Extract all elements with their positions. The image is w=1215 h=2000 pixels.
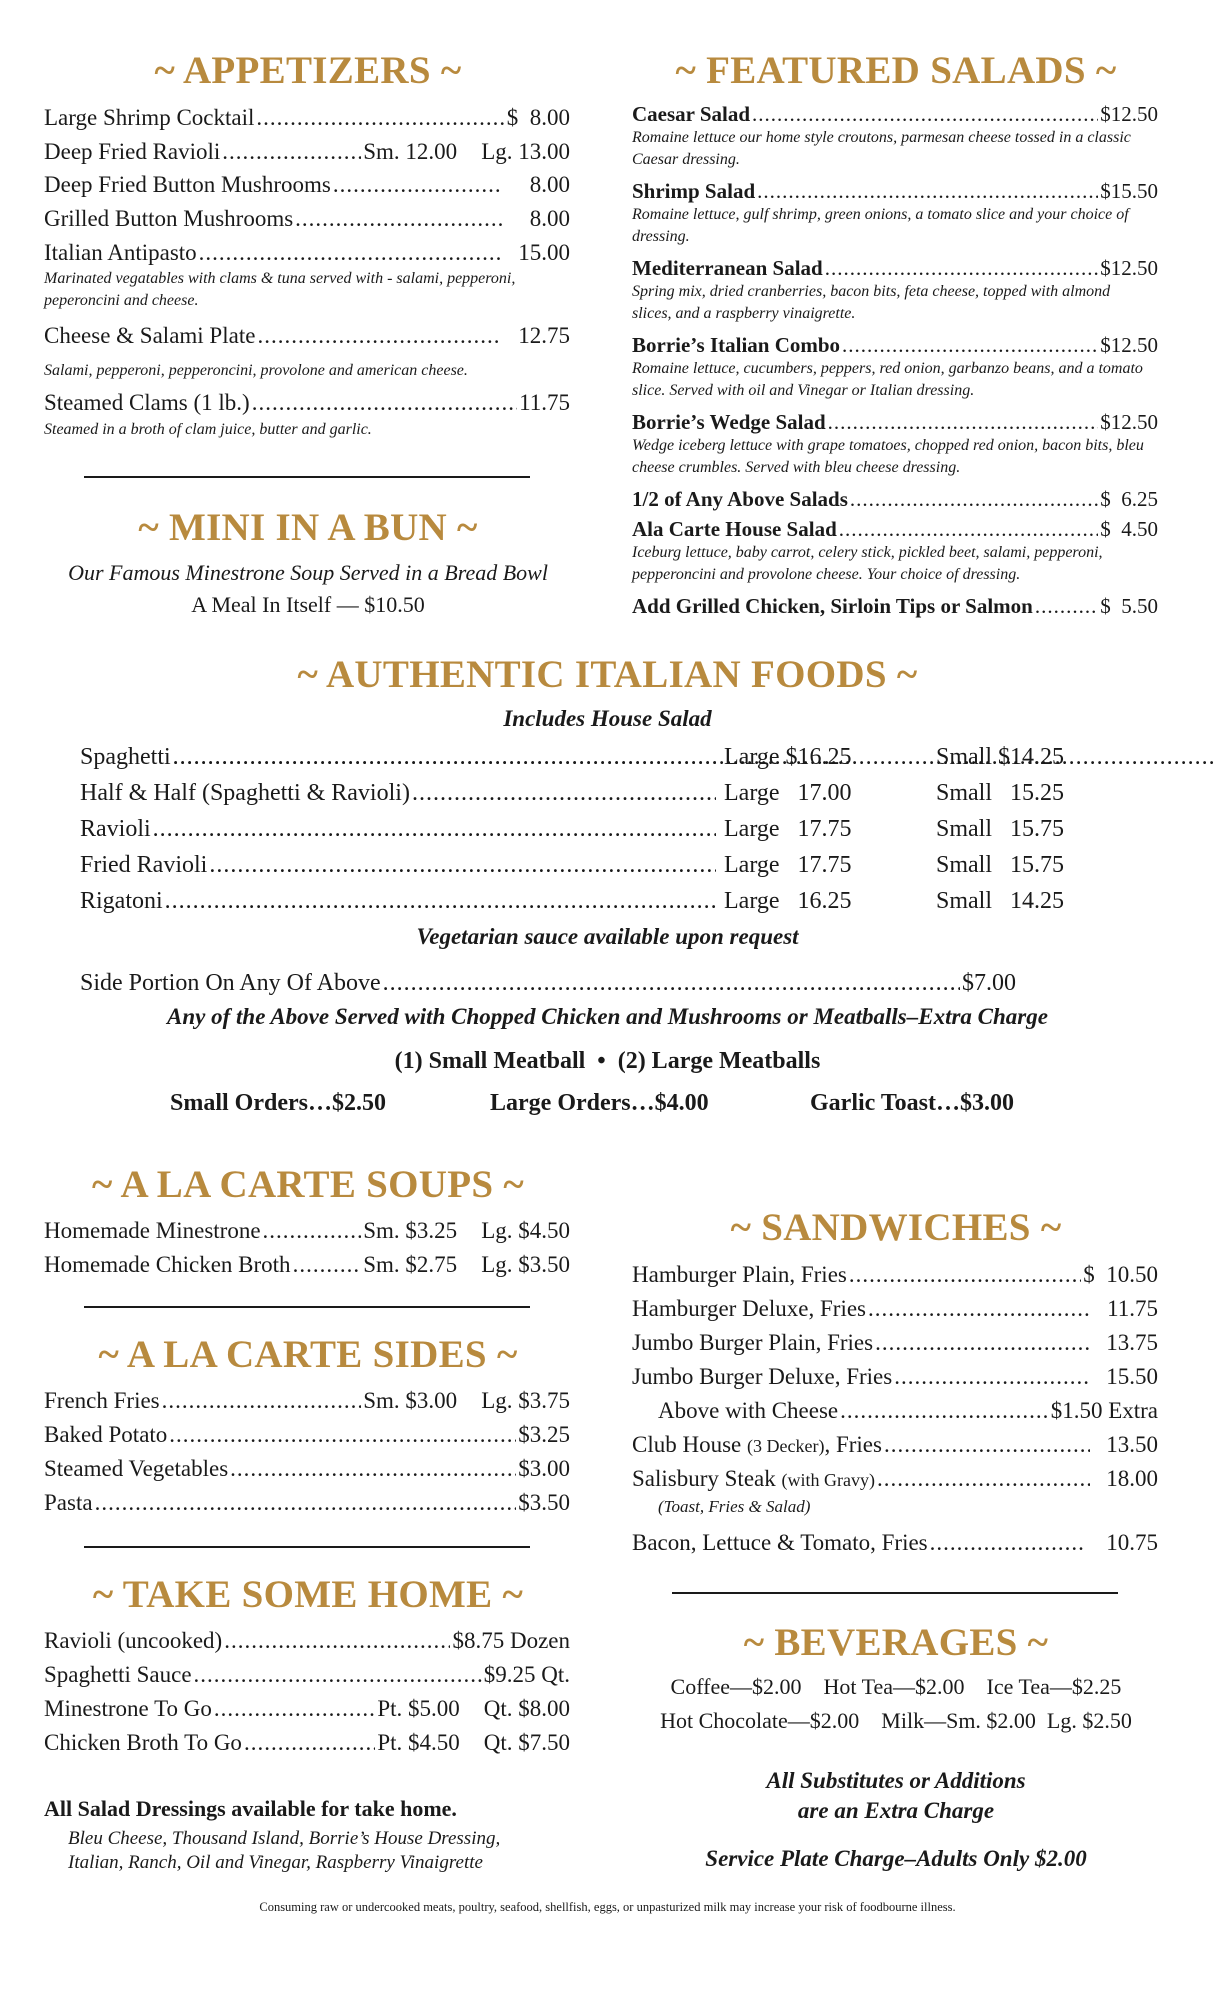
item-name: Steamed Clams (1 lb.) <box>44 390 250 415</box>
substitutes-note: are an Extra Charge <box>797 1798 995 1823</box>
takehome-heading: ~ TAKE SOME HOME ~ <box>92 1573 524 1616</box>
menu-item <box>44 238 570 268</box>
mini-description: Our Famous Minestrone Soup Served in a Bread Bowl <box>68 560 548 585</box>
item-name <box>632 1430 882 1461</box>
item-price-2: Lg. $3.75 <box>481 1388 570 1413</box>
item-name: Ravioli (uncooked) <box>44 1628 223 1653</box>
pasta-small-price: Small $14.25 <box>936 744 1065 770</box>
service-charge-note: Service Plate Charge–Adults Only $2.00 <box>705 1846 1087 1871</box>
dressings-list: Italian, Ranch, Oil and Vinegar, Raspberry Vinaigrette <box>68 1852 483 1873</box>
menu-item <box>632 591 1158 621</box>
garlic-toast: Garlic Toast…$3.00 <box>810 1090 1015 1116</box>
menu-item <box>44 321 570 351</box>
item-name: Jumbo Burger Deluxe, Fries <box>632 1364 893 1389</box>
menu-item <box>632 1362 1158 1392</box>
item-name: Spaghetti Sauce <box>44 1662 192 1687</box>
item-name: Italian Antipasto <box>44 240 197 265</box>
item-price: $ 5.50 <box>1100 594 1158 618</box>
item-name: Side Portion On Any Of Above <box>80 970 381 996</box>
item-name: Hamburger Plain, Fries <box>632 1262 847 1287</box>
item-name: Baked Potato <box>44 1422 168 1447</box>
pasta-item <box>80 850 718 880</box>
dressings-list: Bleu Cheese, Thousand Island, Borrie’s House Dressing, <box>68 1828 501 1849</box>
sandwiches-heading: ~ SANDWICHES ~ <box>730 1206 1062 1249</box>
menu-item <box>632 1430 1158 1461</box>
item-price: Sm. 12.00 <box>363 139 458 164</box>
item-price: Sm. $3.25 <box>363 1218 458 1243</box>
pasta-small-price: Small 15.75 <box>936 816 1065 842</box>
item-name: French Fries <box>44 1388 160 1413</box>
item-price: $ 8.00 <box>506 105 570 130</box>
item-description: Romaine lettuce, gulf shrimp, green onions, a tomato slice and your choice of dressing. <box>632 206 1129 245</box>
item-price: $3.25 <box>518 1422 570 1447</box>
pasta-large-price: Large 17.75 <box>724 816 852 842</box>
pasta-large-price: Large 17.75 <box>724 852 852 878</box>
item-description: Steamed in a broth of clam juice, butter and garlic. <box>44 421 372 438</box>
item-name: Minestrone To Go <box>44 1696 212 1721</box>
item-name: Homemade Chicken Broth <box>44 1252 291 1277</box>
item-name: Jumbo Burger Plain, Fries <box>632 1330 874 1355</box>
dressings-title: All Salad Dressings available for take home. <box>44 1796 457 1821</box>
menu-item <box>44 1250 570 1280</box>
menu-item <box>44 204 570 234</box>
soups-heading: ~ A LA CARTE SOUPS ~ <box>91 1163 525 1206</box>
item-price: $15.50 <box>1100 179 1158 203</box>
divider <box>84 1546 530 1548</box>
item-price: $9.25 Qt. <box>483 1662 570 1687</box>
item-price-2: Lg. 13.00 <box>481 139 570 164</box>
item-name: Hamburger Deluxe, Fries <box>632 1296 866 1321</box>
item-description: Wedge iceberg lettuce with grape tomatoes, chopped red onion, bacon bits, bleu cheese crumbles. Served with bleu cheese dressing. <box>632 437 1144 476</box>
italian-heading: ~ AUTHENTIC ITALIAN FOODS ~ <box>297 653 918 696</box>
item-name: Homemade Minestrone <box>44 1218 261 1243</box>
item-price: $ 6.25 <box>1100 487 1158 511</box>
item-name: Spaghetti <box>80 744 171 770</box>
item-price-2: Lg. $4.50 <box>481 1218 570 1243</box>
substitutes-note: All Substitutes or Additions <box>766 1768 1026 1793</box>
item-name: Steamed Vegetables <box>44 1456 229 1481</box>
item-price: 11.75 <box>1107 1296 1158 1321</box>
menu-item <box>44 1694 570 1724</box>
mini-price: A Meal In Itself — $10.50 <box>191 592 425 617</box>
menu-item <box>44 1728 570 1758</box>
item-price: $3.00 <box>518 1456 570 1481</box>
item-price: Sm. $3.00 <box>363 1388 458 1413</box>
pasta-small-price: Small 15.75 <box>936 852 1065 878</box>
item-name: Fried Ravioli <box>80 852 208 878</box>
item-price: 8.00 <box>529 172 570 197</box>
menu-item <box>44 1488 570 1518</box>
pasta-item <box>80 814 718 844</box>
item-description: Salami, pepperoni, pepperoncini, provolone and american cheese. <box>44 362 468 379</box>
menu-item <box>632 253 1158 283</box>
item-name: Shrimp Salad <box>632 179 756 203</box>
item-note: (3 Decker) <box>747 1436 825 1456</box>
menu-item <box>632 1464 1158 1495</box>
menu-item <box>632 484 1158 514</box>
menu-item <box>44 103 570 133</box>
item-price: $ 4.50 <box>1100 517 1158 541</box>
beverages-line: Coffee—$2.00 Hot Tea—$2.00 Ice Tea—$2.25 <box>670 1674 1122 1699</box>
menu-item <box>632 330 1158 360</box>
item-name: Borrie’s Italian Combo <box>632 333 841 357</box>
item-price: 11.75 <box>519 390 570 415</box>
beverages-line: Hot Chocolate—$2.00 Milk—Sm. $2.00 Lg. $2.50 <box>660 1708 1132 1733</box>
pasta-small-price: Small 14.25 <box>936 888 1065 914</box>
item-name: Half & Half (Spaghetti & Ravioli) <box>80 780 410 806</box>
item-name: Deep Fried Button Mushrooms <box>44 172 331 197</box>
item-price: $12.50 <box>1100 333 1158 357</box>
item-price: 15.00 <box>518 240 570 265</box>
menu-item <box>658 1396 1158 1426</box>
item-price: 15.50 <box>1106 1364 1158 1389</box>
menu-item <box>44 1660 570 1690</box>
item-name: Ravioli <box>80 816 151 842</box>
menu-item <box>632 514 1158 544</box>
pasta-large-price: Large 16.25 <box>724 888 852 914</box>
beverages-heading: ~ BEVERAGES ~ <box>743 1621 1049 1664</box>
item-name: Bacon, Lettuce & Tomato, Fries <box>632 1530 928 1555</box>
appetizers-heading: ~ APPETIZERS ~ <box>154 49 462 92</box>
item-price-2: Qt. $8.00 <box>483 1696 570 1721</box>
item-price: 18.00 <box>1106 1466 1158 1491</box>
menu-item <box>632 1260 1158 1290</box>
menu-item <box>44 170 570 200</box>
item-description: (Toast, Fries & Salad) <box>658 1497 811 1516</box>
menu-item <box>632 99 1158 129</box>
item-price: $3.50 <box>518 1490 570 1515</box>
menu-item <box>44 1216 570 1246</box>
pasta-large-price: Large 17.00 <box>724 780 852 806</box>
item-description: Iceburg lettuce, baby carrot, celery stick, pickled beet, salami, pepperoni, pepperoncini and provolone cheese. Your choice of dressing. <box>632 544 1103 583</box>
item-name-end: , Fries <box>824 1432 882 1457</box>
item-name: Borrie’s Wedge Salad <box>632 410 826 434</box>
item-description: Marinated vegatables with clams & tuna served with - salami, pepperoni, peperoncini and cheese. <box>44 270 516 309</box>
menu-item <box>44 137 570 167</box>
item-note: (with Gravy) <box>781 1470 875 1490</box>
item-price: 10.75 <box>1106 1530 1158 1555</box>
item-name: 1/2 of Any Above Salads <box>632 487 848 511</box>
salads-heading: ~ FEATURED SALADS ~ <box>675 49 1117 92</box>
divider <box>672 1592 1118 1594</box>
menu-item <box>44 1454 570 1484</box>
item-name <box>632 1464 875 1495</box>
pasta-item <box>80 886 718 916</box>
item-price: $8.75 Dozen <box>452 1628 570 1653</box>
item-price-2: Qt. $7.50 <box>483 1730 570 1755</box>
menu-item <box>632 1328 1158 1358</box>
divider <box>84 476 530 478</box>
item-price: 12.75 <box>518 323 570 348</box>
item-name: Large Shrimp Cocktail <box>44 105 255 130</box>
extra-charge-note: Any of the Above Served with Chopped Chicken and Mushrooms or Meatballs–Extra Charge <box>167 1004 1048 1029</box>
small-orders: Small Orders…$2.50 <box>170 1090 386 1116</box>
menu-item <box>44 388 570 418</box>
item-price: $ 10.50 <box>1083 1262 1158 1287</box>
item-price: 13.75 <box>1106 1330 1158 1355</box>
large-orders: Large Orders…$4.00 <box>490 1090 709 1116</box>
italian-subtitle: Includes House Salad <box>503 706 712 731</box>
item-name: Grilled Button Mushrooms <box>44 206 294 231</box>
item-name-main: Salisbury Steak <box>632 1466 776 1491</box>
item-description: Romaine lettuce our home style croutons, parmesan cheese tossed in a classic Caesar dressing. <box>632 129 1131 168</box>
pasta-small-price: Small 15.25 <box>936 780 1065 806</box>
veg-note: Vegetarian sauce available upon request <box>416 924 799 949</box>
menu-item <box>632 407 1158 437</box>
side-portion <box>80 968 1016 998</box>
item-name: Rigatoni <box>80 888 163 914</box>
menu-item <box>632 1528 1158 1558</box>
item-price: $7.00 <box>962 970 1016 996</box>
item-name: Ala Carte House Salad <box>632 517 837 541</box>
menu-item <box>44 1626 570 1656</box>
item-name: Deep Fried Ravioli <box>44 139 221 164</box>
item-name: Caesar Salad <box>632 102 751 126</box>
pasta-item <box>80 778 718 808</box>
item-name: Add Grilled Chicken, Sirloin Tips or Salmon <box>632 594 1033 618</box>
item-price-2: Lg. $3.50 <box>481 1252 570 1277</box>
item-description: Romaine lettuce, cucumbers, peppers, red onion, garbanzo beans, and a tomato slice. Served with oil and Vinegar or Italian dressing. <box>632 360 1143 399</box>
menu-item <box>44 1386 570 1416</box>
item-name: Pasta <box>44 1490 93 1515</box>
divider <box>84 1306 530 1308</box>
item-price: Pt. $5.00 <box>377 1696 460 1721</box>
menu-item <box>632 1294 1158 1324</box>
item-price: $12.50 <box>1100 102 1158 126</box>
item-name-main: Club House <box>632 1432 742 1457</box>
item-price: 13.50 <box>1106 1432 1158 1457</box>
menu-item <box>632 176 1158 206</box>
item-description: Spring mix, dried cranberries, bacon bits, feta cheese, topped with almond slices, and a raspberry vinaigrette. <box>632 283 1111 322</box>
mini-heading: ~ MINI IN A BUN ~ <box>138 506 478 549</box>
item-name: Above with Cheese <box>658 1398 839 1423</box>
item-price: Pt. $4.50 <box>377 1730 460 1755</box>
item-price: $12.50 <box>1100 410 1158 434</box>
pasta-item <box>80 742 718 772</box>
item-name: Mediterranean Salad <box>632 256 823 280</box>
menu-item <box>44 1420 570 1450</box>
sides-heading: ~ A LA CARTE SIDES ~ <box>98 1333 518 1376</box>
item-price: Sm. $2.75 <box>363 1252 458 1277</box>
pasta-large-price: Large $16.25 <box>724 744 852 770</box>
item-price: $12.50 <box>1100 256 1158 280</box>
food-safety-disclaimer: Consuming raw or undercooked meats, poultry, seafood, shellfish, eggs, or unpasturized milk may increase your risk of foodbourne illness. <box>259 1900 956 1914</box>
item-name: Cheese & Salami Plate <box>44 323 256 348</box>
item-price: 8.00 <box>529 206 570 231</box>
item-price: $1.50 Extra <box>1050 1398 1158 1423</box>
item-name: Chicken Broth To Go <box>44 1730 242 1755</box>
meatball-note: (1) Small Meatball • (2) Large Meatballs <box>394 1048 821 1074</box>
